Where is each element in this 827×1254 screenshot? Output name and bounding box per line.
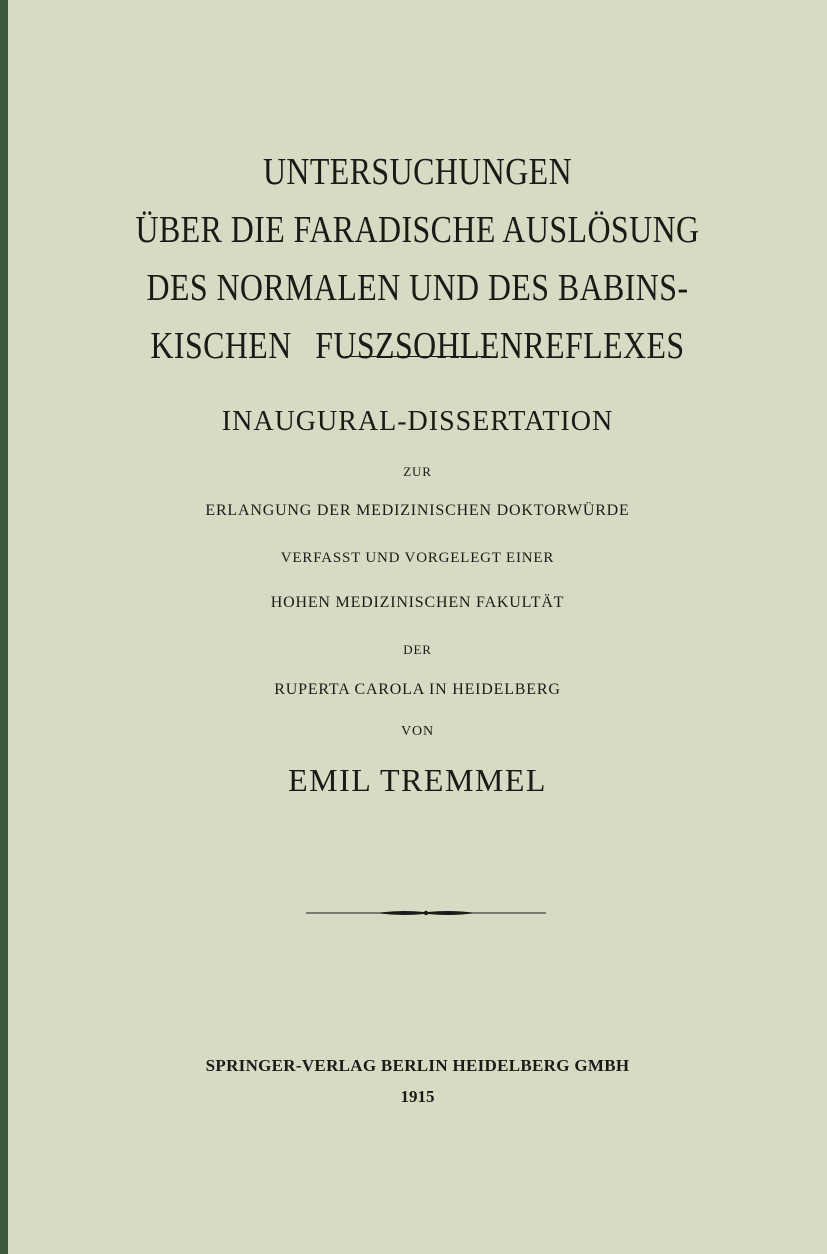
der-text: DER [403, 642, 432, 657]
title-line-3: DES NORMALEN UND DES BABINS- [146, 267, 689, 309]
von-text: VON [401, 724, 434, 739]
book-title [8, 143, 827, 375]
dissertation-heading: INAUGURAL-DISSERTATION [221, 406, 614, 437]
faculty-text: HOHEN MEDIZINISCHEN FAKULTÄT [270, 594, 565, 611]
title-line-2: ÜBER DIE FARADISCHE AUSLÖSUNG [135, 209, 700, 251]
author-name: EMIL TREMMEL [288, 762, 547, 798]
university-text: RUPERTA CAROLA IN HEIDELBERG [274, 681, 561, 698]
book-spine-edge [0, 0, 8, 1254]
title-divider [345, 356, 491, 357]
publication-year: 1915 [400, 1087, 435, 1106]
submitted-text: VERFASST UND VORGELEGT EINER [280, 550, 555, 566]
zur-text: ZUR [403, 464, 432, 479]
purpose-text: ERLANGUNG DER MEDIZINISCHEN DOKTORWÜRDE [205, 502, 630, 519]
title-line-4: KISCHEN FUSZSOHLENREFLEXES [150, 325, 685, 367]
title-page [8, 0, 827, 1254]
publisher-name: SPRINGER-VERLAG BERLIN HEIDELBERG GMBH [205, 1056, 630, 1075]
title-line-1: UNTERSUCHUNGEN [262, 151, 573, 193]
ornament-divider [306, 906, 546, 920]
